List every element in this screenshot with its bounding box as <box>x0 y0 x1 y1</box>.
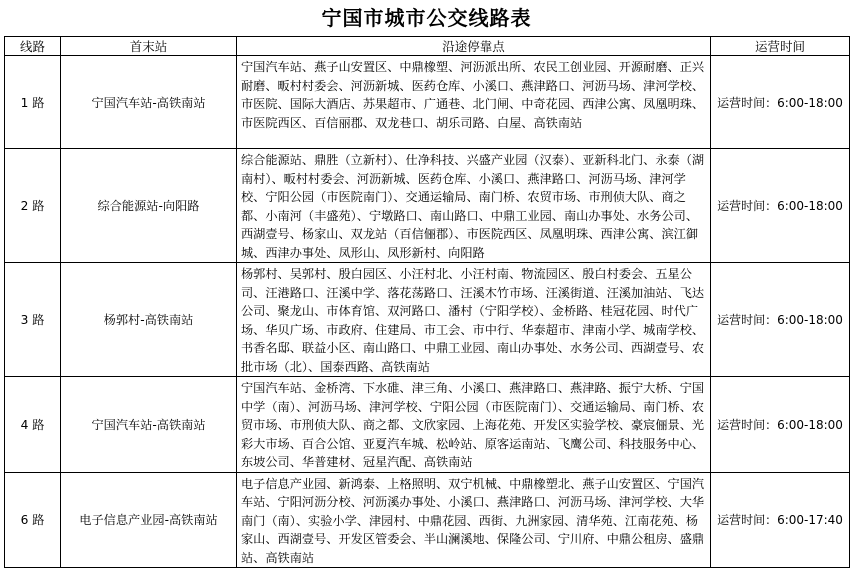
route-terminals: 综合能源站-向阳路 <box>61 149 237 263</box>
route-stops: 宁国汽车站、燕子山安置区、中鼎橡塑、河沥派出所、农民工创业园、开源耐磨、正兴耐磨、畈村村委会、河沥新城、医药仓库、小溪口、燕津路口、河沥马场、津河学校、市医院、国际大酒店、苏果超市、广通巷、北门闸、中奇花园、西津公寓、凤凰明珠、市医院西区、百信丽郡、双龙巷口、胡乐司路、白屋、高铁南站 <box>237 56 711 149</box>
route-number: 2 路 <box>5 149 61 263</box>
table-row <box>5 472 850 568</box>
table-row <box>5 149 850 263</box>
route-terminals: 杨郭村-高铁南站 <box>61 263 237 377</box>
route-hours: 运营时间：6:00-17:40 <box>711 472 850 568</box>
route-stops: 电子信息产业园、新鸿泰、上格照明、双宁机械、中鼎橡塑北、燕子山安置区、宁国汽车站、宁阳河沥分校、河沥溪办事处、小溪口、燕津路口、河沥马场、津河学校、大华南门（南）、实验小学、津园村、中鼎花园、西街、九洲家园、清华苑、江南花苑、杨家山、西湖壹号、开发区管委会、半山澜溪地、保隆公司、宁川府、中鼎公租房、盛鼎站、高铁南站 <box>237 472 711 568</box>
header-stops: 沿途停靠点 <box>237 37 711 56</box>
route-stops: 宁国汽车站、金桥湾、下水碓、津三角、小溪口、燕津路口、燕津路、振宁大桥、宁国中学（南）、河沥马场、津河学校、宁阳公园（市医院南门）、交通运输局、南门桥、农贸市场、市刑侦大队、商之都、文欣家园、上海花苑、开发区实验学校、豪宸俪景、光彩大市场、百合公馆、亚夏汽车城、松岭站、原客运南站、飞鹰公司、科技服务中心、东坡公司、华普建材、冠星汽配、高铁南站 <box>237 377 711 473</box>
route-terminals: 宁国汽车站-高铁南站 <box>61 56 237 149</box>
bus-route-table <box>4 36 850 568</box>
route-hours: 运营时间：6:00-18:00 <box>711 149 850 263</box>
route-number: 3 路 <box>5 263 61 377</box>
route-stops: 杨郭村、吴郭村、殷白园区、小汪村北、小汪村南、物流园区、殷白村委会、五星公司、汪港路口、汪溪中学、落花荡路口、汪溪木竹市场、汪溪街道、汪溪加油站、飞达公司、聚龙山、市体育馆、双河路口、潘村（宁阳学校）、金桥路、桂冠花园、时代广场、华贝广场、市政府、住建局、市工会、市中行、华泰超市、津南小学、城南学校、书香名邸、联益小区、南山路口、中鼎工业园、南山办事处、水务公司、西湖壹号、农批市场（北）、国泰西路、高铁南站 <box>237 263 711 377</box>
route-stops: 综合能源站、鼎胜（立新村）、仕净科技、兴盛产业园（汉泰）、亚新科北门、永泰（湖南村）、畈村村委会、河沥新城、医药仓库、小溪口、燕津路口、河沥马场、津河学校、宁阳公园（市医院南门）、交通运输局、南门桥、农贸市场、市刑侦大队、商之都、小南河（丰盛苑）、宁墩路口、南山路口、中鼎工业园、南山办事处、水务公司、西湖壹号、杨家山、双龙站（百信俪郡）、市医院西区、凤凰明珠、西津公寓、滨江御城、西津办事处、凤形山、凤形新村、向阳路 <box>237 149 711 263</box>
table-header-row <box>5 37 850 56</box>
route-hours: 运营时间：6:00-18:00 <box>711 56 850 149</box>
header-route: 线路 <box>5 37 61 56</box>
table-row <box>5 377 850 473</box>
header-ends: 首末站 <box>61 37 237 56</box>
route-terminals: 电子信息产业园-高铁南站 <box>61 472 237 568</box>
route-hours: 运营时间：6:00-18:00 <box>711 263 850 377</box>
table-row <box>5 263 850 377</box>
page-title: 宁国市城市公交线路表 <box>321 6 532 30</box>
route-number: 6 路 <box>5 472 61 568</box>
header-time: 运营时间 <box>711 37 850 56</box>
route-hours: 运营时间：6:00-18:00 <box>711 377 850 473</box>
route-number: 1 路 <box>5 56 61 149</box>
table-row <box>5 56 850 149</box>
route-terminals: 宁国汽车站-高铁南站 <box>61 377 237 473</box>
route-number: 4 路 <box>5 377 61 473</box>
